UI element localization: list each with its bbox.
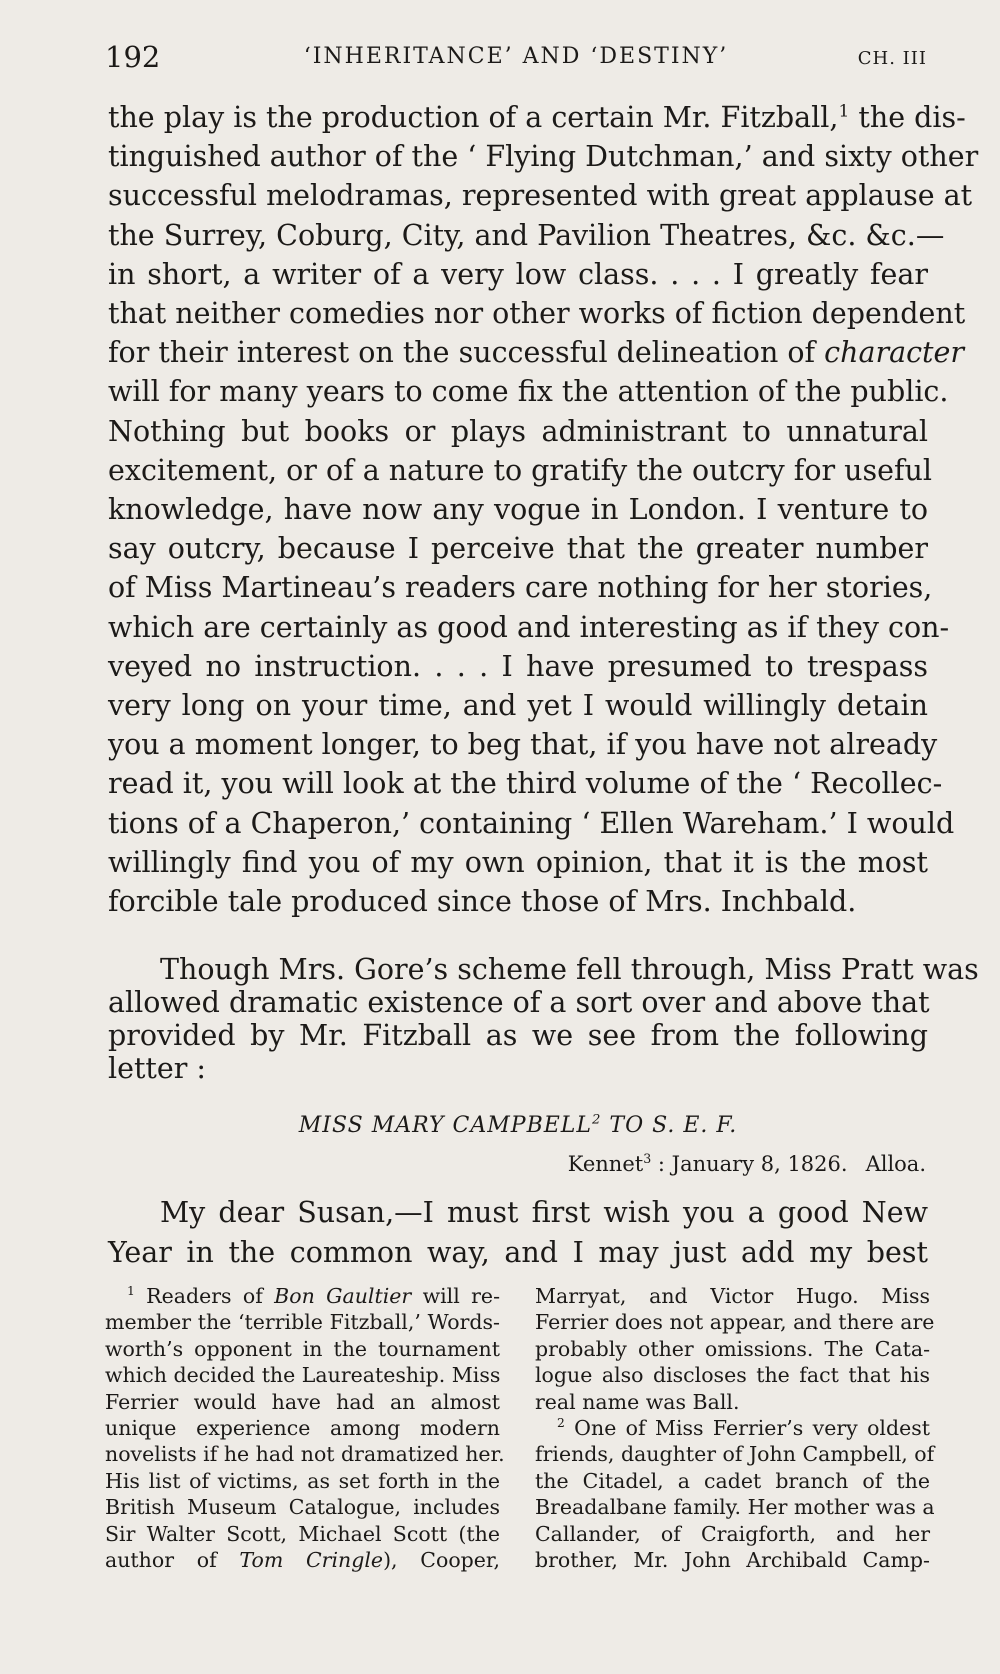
text-line: Though Mrs. Gore’s scheme fell through, Miss Pratt was <box>160 953 979 986</box>
text-line: which are certainly as good and interesting as if they con- <box>108 610 950 644</box>
footnote-line: friends, daughter of John Campbell, of <box>535 1442 935 1467</box>
letter-dateline: Kennet$^3$ : January 8, 1826. Alloa. <box>567 1151 926 1176</box>
text-line: very long on your time, and yet I would willingly detain <box>108 689 928 723</box>
text-line: willingly find you of my own opinion, that it is the most <box>108 845 928 879</box>
text-line: My dear Susan,—I must first wish you a good New <box>160 1196 928 1229</box>
text-line: forcible tale produced since those of Mrs. Inchbald. <box>108 885 857 919</box>
text-line: in short, a writer of a very low class. . . . I greatly fear <box>108 257 928 291</box>
footnote-line: unique experience among modern <box>105 1416 500 1441</box>
footnote-line: $^1$ Readers of Bon Gaultier will re- <box>127 1284 500 1308</box>
footnote-line: author of Tom Cringle), Cooper, <box>105 1548 500 1573</box>
footnote-line: real name was Ball. <box>535 1389 740 1414</box>
text-line: letter : <box>108 1052 207 1085</box>
text-line: tinguished author of the ‘ Flying Dutchman,’ and sixty other <box>108 140 979 174</box>
text-line: you a moment longer, to beg that, if you have not already <box>108 728 938 762</box>
footnote-line: $^2$ One of Miss Ferrier’s very oldest <box>557 1416 930 1441</box>
footnote-line: Marryat, and Victor Hugo. Miss <box>535 1284 930 1308</box>
text-line: the Surrey, Coburg, City, and Pavilion Theatres, &c. &c.— <box>108 218 945 252</box>
text-line: Year in the common way, and I may just add my best <box>108 1236 928 1269</box>
text-line: the play is the production of a certain Mr. Fitzball,$^1$ the dis- <box>108 101 966 134</box>
footnote-line: probably other omissions. The Cata- <box>535 1336 930 1361</box>
footnote-line: Ferrier does not appear, and there are <box>535 1310 935 1335</box>
footnote-line: His list of victims, as set forth in the <box>105 1468 500 1493</box>
letter-heading: MISS MARY CAMPBELL$^2$ TO S. E. F. <box>298 1112 738 1138</box>
footnote-line: Callander, of Craigforth, and her <box>535 1521 930 1546</box>
footnote-marker: 1 <box>838 101 850 122</box>
text-line: read it, you will look at the third volume of the ‘ Recollec- <box>108 767 943 801</box>
paragraph-letter-body <box>108 1193 928 1273</box>
paragraph-narrative <box>108 953 979 1085</box>
footnote-marker: 2 <box>592 1112 602 1128</box>
footnote-line: member the ‘terrible Fitzball,’ Words- <box>105 1310 500 1335</box>
text-line: say outcry, because I perceive that the greater number <box>108 532 928 566</box>
text-line: of Miss Martineau’s readers care nothing for her stories, <box>108 571 933 605</box>
text-line: excitement, or of a nature to gratify the outcry for useful <box>108 453 933 487</box>
footnote-marker: 3 <box>643 1151 652 1166</box>
page-header <box>105 40 927 80</box>
footnote-line: Breadalbane family. Her mother was a <box>535 1495 935 1520</box>
text-line: knowledge, have now any vogue in London. I venture to <box>108 493 928 527</box>
footnote-line: which decided the Laureateship. Miss <box>105 1363 501 1388</box>
text-line: will for many years to come fix the attention of the public. <box>108 375 949 409</box>
footnote-column-right <box>535 1283 935 1573</box>
footnote-line: novelists if he had not dramatized her. <box>105 1442 505 1467</box>
footnote-number: 1 <box>127 1284 135 1299</box>
footnote-line: logue also discloses the fact that his <box>535 1363 930 1388</box>
footnote-line: Sir Walter Scott, Michael Scott (the <box>105 1521 500 1546</box>
text-line: Nothing but books or plays administrant to unnatural <box>108 414 928 448</box>
italic-word: character <box>824 336 964 370</box>
page-number: 192 <box>105 40 161 74</box>
footnote-line: British Museum Catalogue, includes <box>105 1495 500 1520</box>
text-line: veyed no instruction. . . . I have presumed to trespass <box>108 649 928 683</box>
text-line: tions of a Chaperon,’ containing ‘ Ellen Wareham.’ I would <box>108 806 955 840</box>
footnote-line: the Citadel, a cadet branch of the <box>535 1468 930 1493</box>
text-line: successful melodramas, represented with great applause at <box>108 179 973 213</box>
dateline-place: Alloa. <box>865 1152 926 1176</box>
text-line: for their interest on the successful delineation of character <box>108 336 964 370</box>
footnote-line: Ferrier would have had an almost <box>105 1389 500 1414</box>
chapter-reference: CH. III <box>857 48 927 69</box>
footnote-line: worth’s opponent in the tournament <box>105 1336 500 1361</box>
running-title: ‘INHERITANCE’ AND ‘DESTINY’ <box>303 44 729 69</box>
text-line: that neither comedies nor other works of fiction dependent <box>108 297 966 331</box>
footnote-line: brother, Mr. John Archibald Camp- <box>535 1548 930 1573</box>
paragraph-letter-excerpt <box>108 98 979 921</box>
text-line: provided by Mr. Fitzball as we see from the following <box>108 1019 928 1052</box>
text-line: allowed dramatic existence of a sort over and above that <box>108 986 930 1019</box>
footnote-number: 2 <box>557 1416 565 1431</box>
footnote-column-left <box>105 1283 505 1573</box>
